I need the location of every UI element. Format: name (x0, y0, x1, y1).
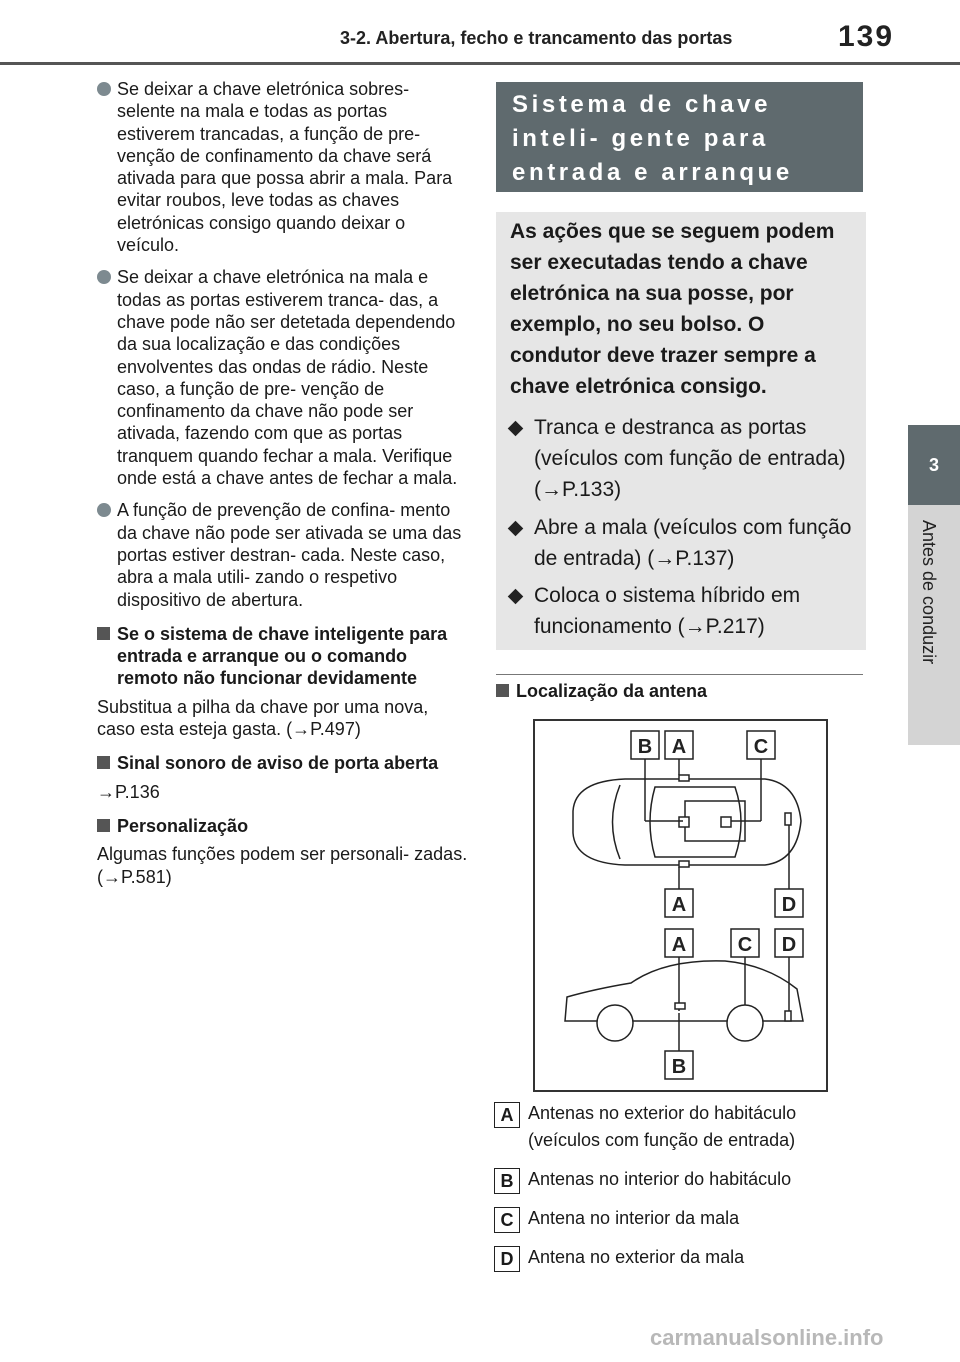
section-heading: Personalização (97, 815, 469, 837)
bullet-dot-icon (97, 503, 111, 517)
bullet-text: A função de prevenção de confina- mento da chave não pode ser ativada se uma das portas estiver destran- cada. Neste caso, abra a mala utili- zando o respetivo dispositivo de abertura. (117, 500, 462, 610)
legend-text: Antena no exterior da mala (528, 1247, 745, 1267)
diagram-label: A (671, 894, 687, 916)
diagram-label: A (671, 736, 687, 758)
diagram-label: C (737, 934, 753, 956)
diagram-label: B (637, 736, 653, 758)
legend-key: D (494, 1246, 520, 1272)
diamond-bullet-icon (508, 521, 524, 537)
chapter-number: 3 (928, 454, 939, 475)
watermark: carmanualsonline.info (650, 1325, 884, 1350)
page-number: 139 (838, 20, 895, 53)
antenna-heading: Localização da antena (496, 680, 876, 702)
square-marker-icon (97, 819, 110, 832)
vehicle-diagram-svg (535, 721, 826, 1090)
antenna-diagram (533, 719, 828, 1092)
diagram-label: B (671, 1056, 687, 1078)
diagram-label: C (753, 736, 769, 758)
section-heading: Se o sistema de chave inteligente para entrada e arranque ou o comando remoto não funcionar devidamente (97, 623, 469, 690)
bullet-dot-icon (97, 270, 111, 284)
section-body: Algumas funções podem ser personali- zadas. (→P.581) (97, 844, 468, 887)
legend-row (494, 1166, 864, 1193)
diagram-label: A (671, 934, 687, 956)
diagram-label: D (781, 934, 797, 956)
legend-key: C (494, 1207, 520, 1233)
square-marker-icon (97, 627, 110, 640)
section-heading: Sinal sonoro de aviso de porta aberta (97, 752, 469, 774)
section-body: Substitua a pilha da chave por uma nova, caso esta esteja gasta. (→P.497) (97, 696, 429, 740)
section-rule (496, 674, 863, 675)
intro-box (496, 212, 866, 650)
bullet-text: Se deixar a chave eletrónica na mala e todas as portas estiverem tranca- das, a chave pode não ser detetada dependendo da sua localização e das condições envolventes das ondas de rádio. Neste caso, a função de pre- venção de confinamento da chave não pode ser ativada, fazendo com que as portas tranquem quando fechar a mala. Verifique onde está a chave antes de fechar a mala. (117, 267, 458, 489)
section-body: →P.136 (97, 781, 160, 802)
legend-key: B (494, 1168, 520, 1194)
diagram-label: D (781, 894, 797, 916)
diamond-bullet-icon (508, 589, 524, 605)
bullet-paragraph (97, 266, 469, 489)
feature-item: Coloca o sistema híbrido em funcionamento (→P.217) (510, 580, 855, 642)
legend-text: Antena no interior da mala (528, 1208, 740, 1228)
bullet-text: Se deixar a chave eletrónica sobres- selente na mala e todas as portas estiverem trancadas, a função de pre- venção de confinamento da chave será ativada para que possa abrir a mala. Para evitar roubos, leve todas as chaves eletrónicas consigo quando deixar o veículo. (117, 79, 453, 256)
chapter-label: Antes de conduzir (919, 520, 939, 665)
header-rule (0, 62, 960, 65)
legend-text: Antenas no interior do habitáculo (528, 1169, 792, 1189)
bullet-paragraph (97, 78, 469, 256)
section-title-box (496, 82, 863, 192)
legend-text: Antenas no exterior do habitáculo (veículos com função de entrada) (528, 1103, 797, 1150)
feature-item: Tranca e destranca as portas (veículos com função de entrada) (→P.133) (510, 412, 855, 505)
bullet-paragraph (97, 499, 469, 610)
left-column (97, 78, 469, 896)
chapter-tab (908, 425, 960, 505)
legend-row (494, 1205, 864, 1232)
bullet-dot-icon (97, 82, 111, 96)
square-marker-icon (496, 684, 509, 697)
square-marker-icon (97, 756, 110, 769)
feature-item: Abre a mala (veículos com função de entrada) (→P.137) (510, 512, 855, 574)
running-header: 3-2. Abertura, fecho e trancamento das portas (340, 28, 733, 48)
legend-row (494, 1100, 864, 1154)
diamond-bullet-icon (508, 421, 524, 437)
legend-key: A (494, 1102, 520, 1128)
section-title: Sistema de chave inteli- gente para entrada e arranque (512, 91, 793, 186)
legend-row (494, 1244, 864, 1271)
intro-text: As ações que se seguem podem ser executadas tendo a chave eletrónica na sua posse, por exemplo, no seu bolso. O condutor deve trazer sempre a chave eletrónica consigo. (510, 220, 835, 398)
